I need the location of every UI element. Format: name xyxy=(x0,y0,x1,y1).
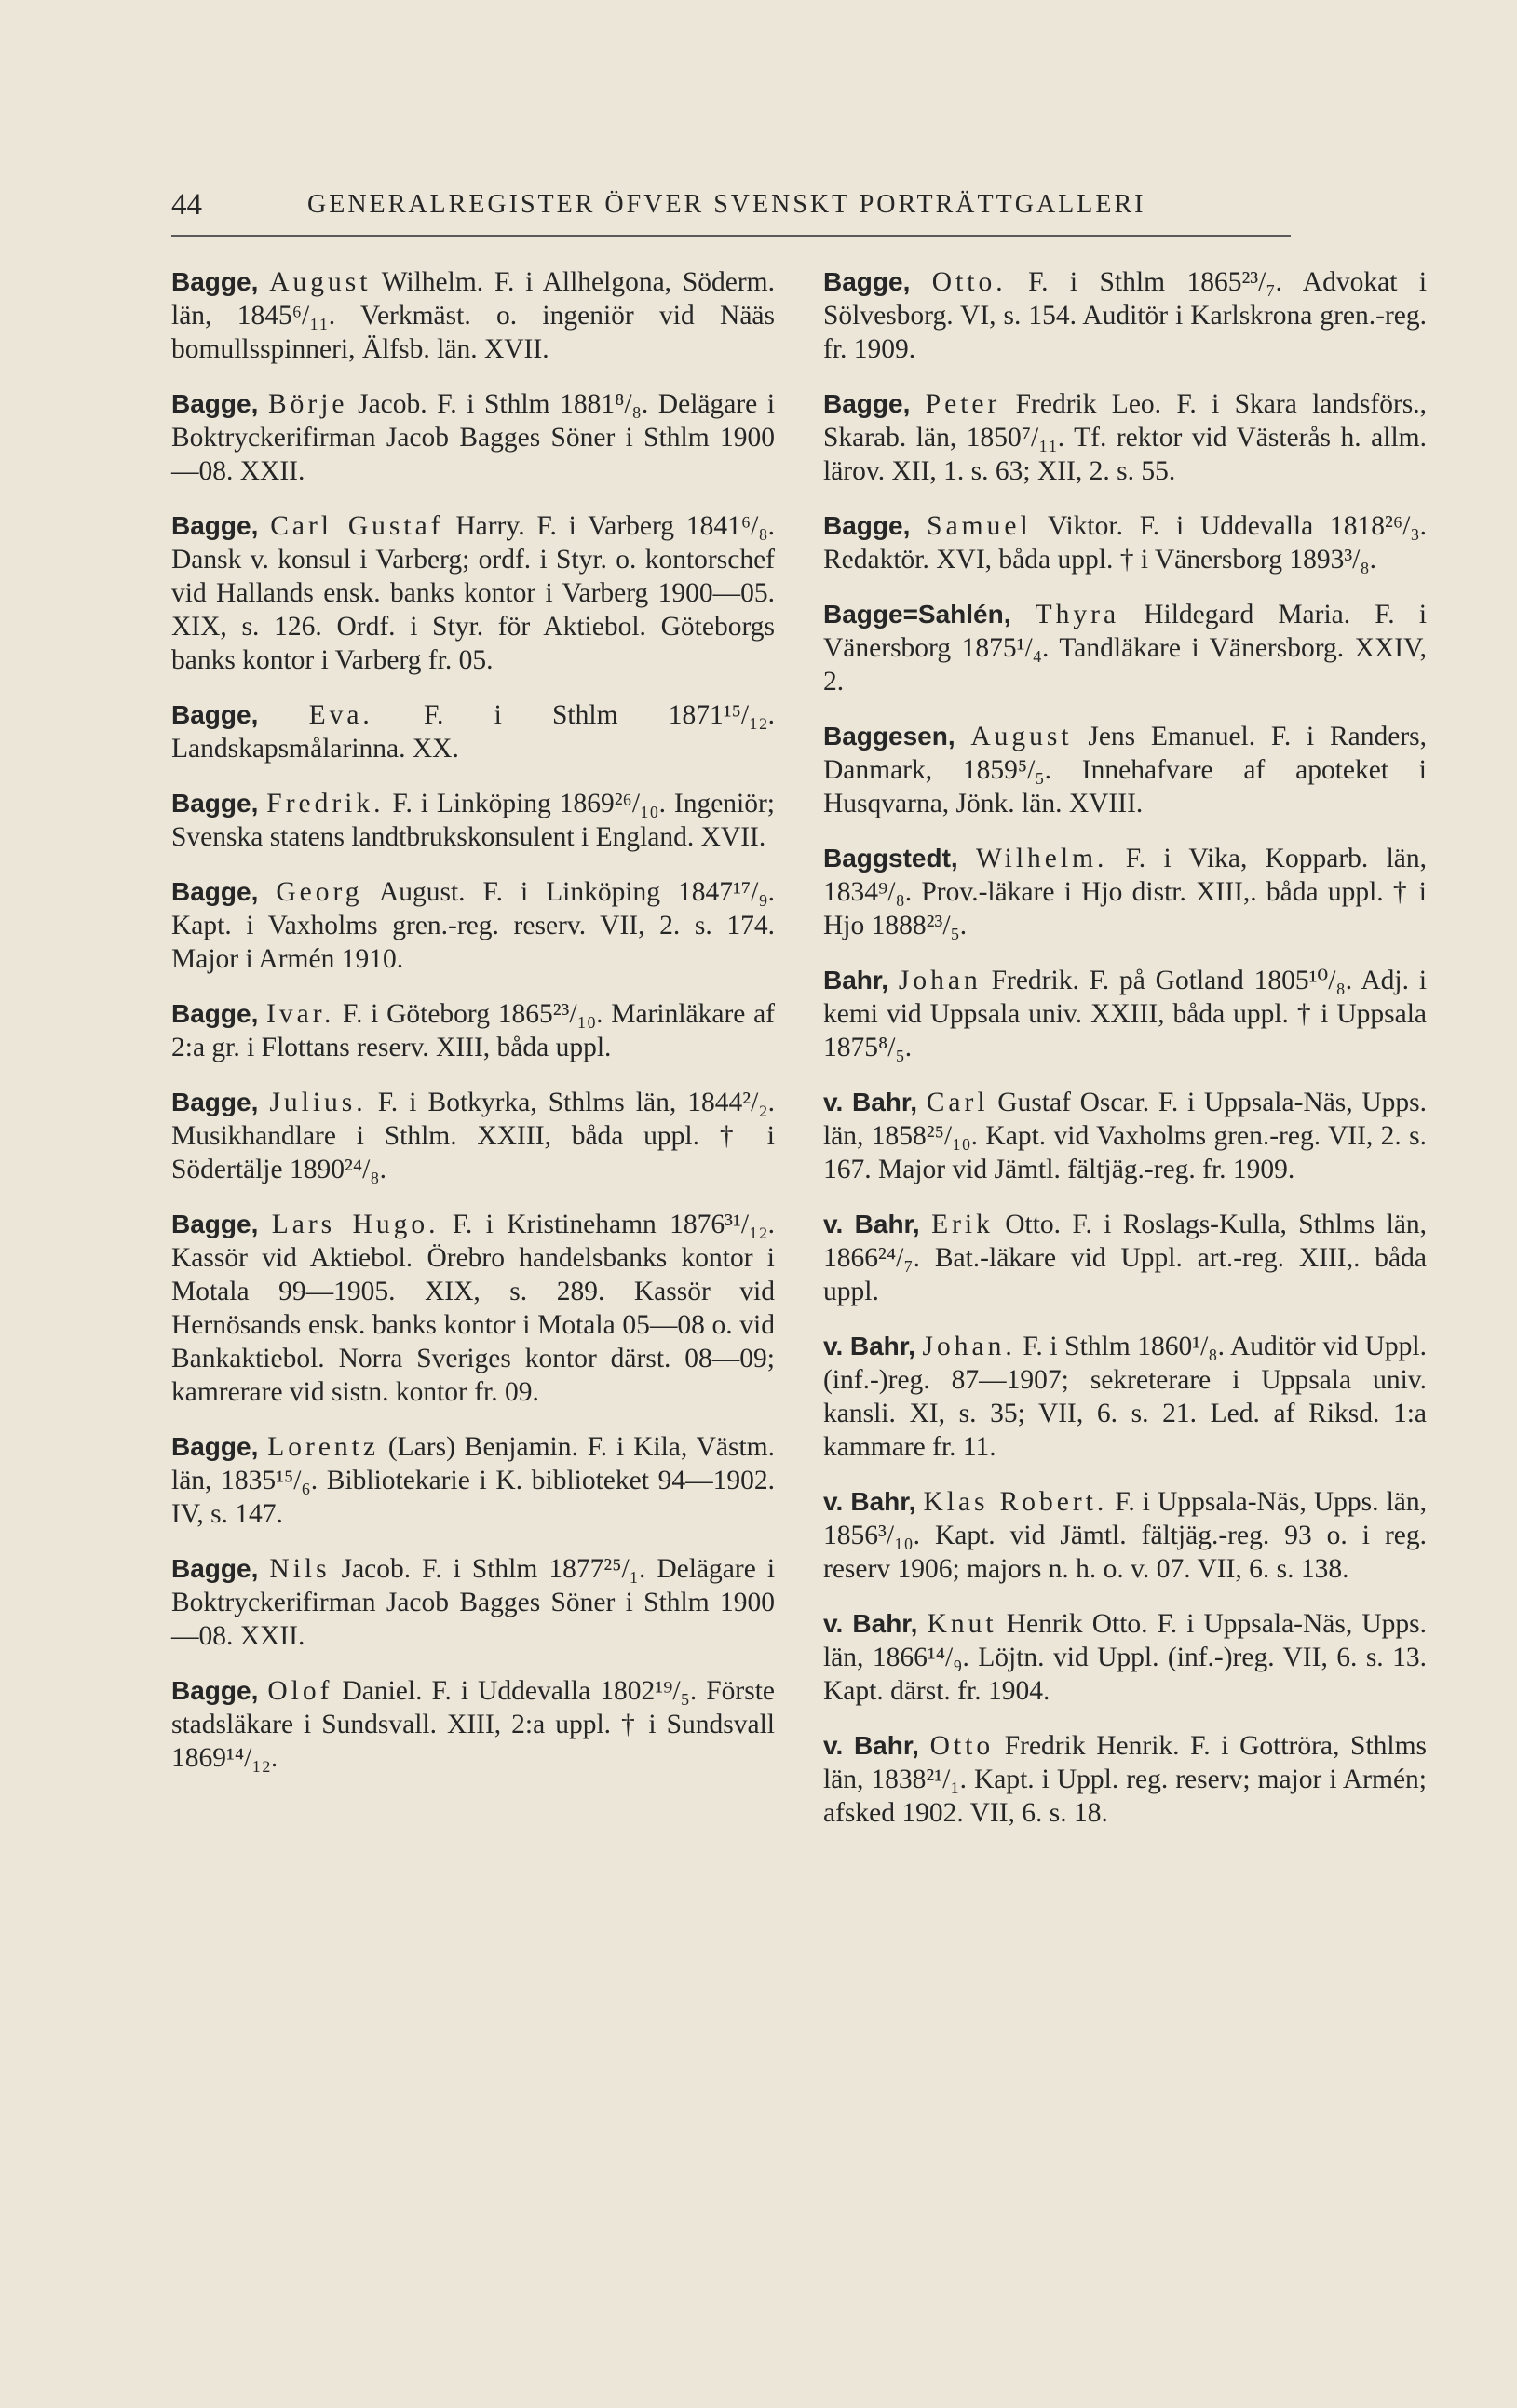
register-entry xyxy=(823,720,1427,820)
register-entry xyxy=(171,1208,775,1409)
entry-surname: Bagge, xyxy=(171,1554,259,1583)
register-entry xyxy=(171,509,775,677)
entry-given-name: Nils xyxy=(269,1554,331,1584)
entry-surname: Baggstedt, xyxy=(823,844,958,873)
register-entry xyxy=(823,1086,1427,1186)
entry-details: Daniel. F. i Uddevalla 1802¹⁹/₅. Förste stadsläkare i Sundsvall. XIII, 2:a uppl. † i Sundsvall 1869¹⁴/₁₂. xyxy=(171,1676,775,1773)
register-entry xyxy=(171,875,775,976)
entry-surname: Bahr, xyxy=(849,1332,915,1360)
entry-surname: Bagge, xyxy=(171,267,259,296)
entry-details: Fredrik Leo. F. i Skara landsförs., Skarab. län, 1850⁷/₁₁. Tf. rektor vid Västerås h. allm. lärov. XII, 1. s. 63; XII, 2. s. 55. xyxy=(823,389,1428,486)
entry-details: F. i Kristinehamn 1876³¹/₁₂. Kassör vid Aktiebol. Örebro handelsbanks kontor i Motala 99—1905. XIX, s. 289. Kassör vid Hernösands ensk. banks kontor i Motala 05—08 o. vid Bankaktiebol. Norra Sveriges kontor därst. 08—09; kamrerare vid sistn. kontor fr. 09. xyxy=(171,1210,775,1407)
register-entry xyxy=(823,509,1427,576)
register-entry xyxy=(823,1729,1427,1830)
register-entry xyxy=(823,265,1427,366)
entry-details: Jens Emanuel. F. i Randers, Danmark, 1859⁵/₅. Innehafvare af apoteket i Husqvarna, Jönk. län. XVIII. xyxy=(823,722,1428,818)
entry-surname: Bagge, xyxy=(171,389,259,418)
entry-given-name: Fredrik. xyxy=(266,789,385,818)
register-entry xyxy=(171,997,775,1064)
entry-surname: Bagge, xyxy=(171,700,259,729)
entry-given-name: Klas Robert. xyxy=(923,1487,1108,1517)
entry-surname: Bagge, xyxy=(171,1210,259,1238)
entry-surname: Bahr, xyxy=(853,1731,919,1760)
register-entry xyxy=(823,598,1427,698)
entry-surname: Bagge, xyxy=(171,1676,259,1705)
page-header xyxy=(171,179,1291,237)
entry-surname: Bagge, xyxy=(823,389,911,418)
register-entry xyxy=(823,964,1427,1064)
register-entry xyxy=(823,1607,1427,1708)
entry-details: F. i Botkyrka, Sthlms län, 1844²/₂. Musikhandlare i Sthlm. XXIII, båda uppl. † i Södertälje 1890²⁴/₈. xyxy=(171,1088,775,1184)
entry-given-name: Börje xyxy=(267,389,348,419)
entry-details: Fredrik. F. på Gotland 1805¹⁰/₈. Adj. i kemi vid Uppsala univ. XXIII, båda uppl. † i Uppsala 1875⁸/₅. xyxy=(823,966,1428,1062)
entry-surname: Bagge, xyxy=(171,999,259,1028)
entry-surname: Bagge, xyxy=(171,1432,259,1461)
entry-details: Jacob. F. i Sthlm 1881⁸/₈. Delägare i Boktryckerifirman Jacob Bagges Söner i Sthlm 1900—08. XXII. xyxy=(171,389,776,486)
entry-details: Gustaf Oscar. F. i Uppsala-Näs, Upps. län, 1858²⁵/₁₀. Kapt. vid Vaxholms gren.-reg. VII, 2. s. 167. Major vid Jämtl. fältjäg.-reg. fr. 1909. xyxy=(823,1088,1428,1184)
entry-details: Jacob. F. i Sthlm 1877²⁵/₁. Delägare i Boktryckerifirman Jacob Bagges Söner i Sthlm 1900—08. XXII. xyxy=(171,1554,776,1651)
entry-given-name: Eva. xyxy=(308,700,373,730)
entry-given-name: August xyxy=(269,267,372,297)
register-entry xyxy=(171,1552,775,1653)
entry-details: F. i Göteborg 1865²³/₁₀. Marinläkare af 2:a gr. i Flottans reserv. XIII, båda uppl. xyxy=(171,999,776,1062)
register-entry xyxy=(823,842,1427,942)
entry-details: Hildegard Maria. F. i Vänersborg 1875¹/₄. Tandläkare i Vänersborg. XXIV, 2. xyxy=(823,600,1428,697)
entry-surname: Bahr, xyxy=(852,1088,918,1116)
entry-details: Otto. F. i Roslags-Kulla, Sthlms län, 1866²⁴/₇. Bat.-läkare vid Uppl. art.-reg. XIII,. båda uppl. xyxy=(823,1210,1428,1306)
register-entry xyxy=(171,698,775,765)
entry-given-name: Julius. xyxy=(269,1088,367,1117)
page-number: 44 xyxy=(171,188,202,222)
entry-given-name: Ivar. xyxy=(266,999,335,1029)
entry-prefix: v. xyxy=(823,1487,844,1516)
entry-surname: Bagge, xyxy=(171,511,259,540)
entry-given-name: Erik xyxy=(931,1210,994,1239)
register-entry xyxy=(823,1208,1427,1308)
entry-given-name: Samuel xyxy=(927,511,1032,541)
entry-details: (Lars) Benjamin. F. i Kila, Västm. län, 1835¹⁵/₆. Bibliotekarie i K. biblioteket 94—1902. IV, s. 147. xyxy=(171,1432,775,1529)
entry-given-name: Otto xyxy=(929,1731,995,1761)
entry-details: F. i Uppsala-Näs, Upps. län, 1856³/₁₀. Kapt. vid Jämtl. fältjäg.-reg. 93 o. i reg. reserv 1906; majors n. h. o. v. 07. VII, 6. s. 138. xyxy=(823,1487,1427,1584)
entry-prefix: v. xyxy=(823,1088,844,1116)
entry-given-name: Otto. xyxy=(931,267,1007,297)
entry-prefix: v. xyxy=(823,1609,844,1638)
right-column xyxy=(823,265,1427,1851)
register-entry xyxy=(171,787,775,854)
entry-given-name: Knut xyxy=(927,1609,997,1639)
register-entry xyxy=(171,265,775,366)
entry-given-name: Carl Gustaf xyxy=(270,511,444,541)
entry-given-name: Johan. xyxy=(922,1332,1016,1361)
register-entry xyxy=(823,1330,1427,1464)
entry-surname: Bahr, xyxy=(852,1609,918,1638)
entry-surname: Bagge, xyxy=(823,511,911,540)
entry-details: F. i Linköping 1869²⁶/₁₀. Ingeniör; Svenska statens landtbrukskonsulent i England. XVII. xyxy=(171,789,776,852)
entry-surname: Bahr, xyxy=(850,1487,916,1516)
entry-surname: Bahr, xyxy=(854,1210,920,1238)
entry-given-name: Olof xyxy=(267,1676,333,1706)
register-entry xyxy=(823,387,1427,488)
entry-details: F. i Sthlm 1865²³/₇. Advokat i Sölvesborg. VI, s. 154. Auditör i Karlskrona gren.-reg. fr. 1909. xyxy=(823,267,1428,364)
entry-given-name: Thyra xyxy=(1035,600,1120,629)
entry-details: Viktor. F. i Uddevalla 1818²⁶/₃. Redaktör. XVI, båda uppl. † i Vänersborg 1893³/₈. xyxy=(823,511,1428,575)
running-title: GENERALREGISTER ÖFVER SVENSKT PORTRÄTTGALLERI xyxy=(307,190,1146,219)
entry-surname: Baggesen, xyxy=(823,722,955,751)
entry-given-name: Peter xyxy=(925,389,1001,419)
entry-details: F. i Vika, Kopparb. län, 1834⁹/₈. Prov.-läkare i Hjo distr. XIII,. båda uppl. † i Hjo 1888²³/₅. xyxy=(823,844,1428,940)
entry-given-name: Wilhelm. xyxy=(976,844,1108,873)
entry-given-name: August xyxy=(970,722,1073,751)
entry-surname: Bagge, xyxy=(171,1088,259,1116)
left-column xyxy=(171,265,775,1796)
register-entry xyxy=(171,1086,775,1186)
register-entry xyxy=(171,1674,775,1775)
entry-prefix: v. xyxy=(823,1332,844,1360)
entry-details: August. F. i Linköping 1847¹⁷/₉. Kapt. i Vaxholms gren.-reg. reserv. VII, 2. s. 174. Major i Armén 1910. xyxy=(171,877,776,974)
entry-surname: Bagge, xyxy=(171,789,259,818)
entry-given-name: Lorentz xyxy=(267,1432,379,1462)
register-entry xyxy=(823,1485,1427,1586)
entry-details: F. i Sthlm 1860¹/₈. Auditör vid Uppl. (inf.-)reg. 87—1907; sekreterare i Uppsala univ. kansli. XI, s. 35; VII, 6. s. 21. Led. af Riksd. 1:a kammare fr. 11. xyxy=(823,1332,1428,1462)
entry-details: Wilhelm. F. i Allhelgona, Söderm. län, 1845⁶/₁₁. Verkmäst. o. ingeniör vid Nääs bomullsspinneri, Älfsb. län. XVII. xyxy=(171,267,776,364)
entry-given-name: Johan xyxy=(898,966,982,995)
entry-prefix: v. xyxy=(823,1731,844,1760)
entry-details: Henrik Otto. F. i Uppsala-Näs, Upps. län, 1866¹⁴/₉. Löjtn. vid Uppl. (inf.-)reg. VII, 6. s. 13. Kapt. därst. fr. 1904. xyxy=(823,1609,1428,1706)
entry-details: Harry. F. i Varberg 1841⁶/₈. Dansk v. konsul i Varberg; ordf. i Styr. o. kontorschef vid Hallands ensk. banks kontor i Varberg 1900—05. XIX, s. 126. Ordf. i Styr. för Aktiebol. Göteborgs banks kontor i Varberg fr. 05. xyxy=(171,511,776,675)
entry-given-name: Lars Hugo. xyxy=(271,1210,440,1239)
entry-surname: Bagge, xyxy=(171,877,259,906)
entry-given-name: Georg xyxy=(276,877,363,907)
entry-surname: Bagge=Sahlén, xyxy=(823,600,1011,629)
entry-surname: Bagge, xyxy=(823,267,911,296)
entry-details: Fredrik Henrik. F. i Gottröra, Sthlms län, 1838²¹/₁. Kapt. i Uppl. reg. reserv; major i Armén; afsked 1902. VII, 6. s. 18. xyxy=(823,1731,1428,1828)
entry-given-name: Carl xyxy=(926,1088,989,1117)
entry-surname: Bahr, xyxy=(823,966,889,994)
entry-prefix: v. xyxy=(823,1210,844,1238)
entry-details: F. i Sthlm 1871¹⁵/₁₂. Landskapsmålarinna. XX. xyxy=(171,700,775,764)
register-entry xyxy=(171,1430,775,1531)
register-entry xyxy=(171,387,775,488)
